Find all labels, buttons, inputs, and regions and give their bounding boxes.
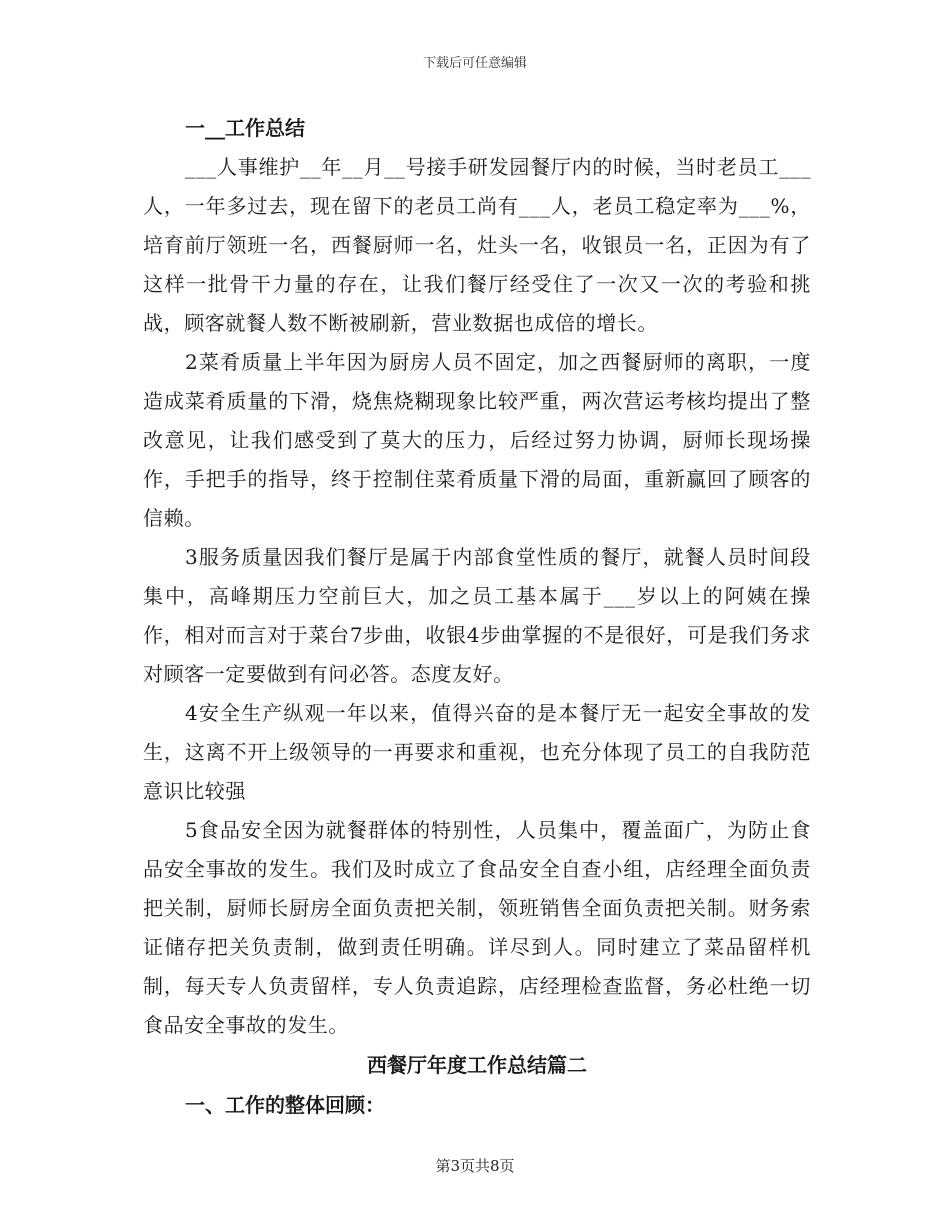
section-heading: 一__工作总结 xyxy=(185,116,305,140)
paragraph-food-safety: 5食品安全因为就餐群体的特别性，人员集中，覆盖面广，为防止食品安全事故的发生。我们及时成立了食品安全自查小组，店经理全面负责把关制，厨师长厨房全面负责把关制，领班销售全面负责把关制。财务索证储存把关负责制，做到责任明确。详尽到人。同时建立了菜品留样机制，每天专人负责留样，专人负责追踪，店经理检查监督，务必杜绝一切食品安全事故的发生。 xyxy=(143,818,811,1037)
paragraph-service-quality: 3服务质量因我们餐厅是属于内部食堂性质的餐厅，就餐人员时间段集中，高峰期压力空前巨大，加之员工基本属于___岁以上的阿姨在操作，相对而言对于菜台7步曲，收银4步曲掌握的不是很好，可是我们务求对顾客一定要做到有问必答。态度友好。 xyxy=(143,545,811,686)
paragraph-personnel: ___人事维护__年__月__号接手研发园餐厅内的时候，当时老员工___人，一年多过去，现在留下的老员工尚有___人，老员工稳定率为___%，培育前厅领班一名，西餐厨师一名，灶头一名，收银员一名，正因为有了这样一批骨干力量的存在，让我们餐厅经受住了一次又一次的考验和挑战，顾客就餐人数不断被刷新，营业数据也成倍的增长。 xyxy=(143,155,811,335)
page-header-note: 下载后可任意编辑 xyxy=(422,56,527,71)
document-body xyxy=(143,108,811,1125)
paragraph-dish-quality: 2菜肴质量上半年因为厨房人员不固定，加之西餐厨师的离职，一度造成菜肴质量的下滑，烧焦烧糊现象比较严重，两次营运考核均提出了整改意见，让我们感受到了莫大的压力，后经过努力协调，厨师长现场操作，手把手的指导，终于控制住菜肴质量下滑的局面，重新赢回了顾客的信赖。 xyxy=(143,350,811,530)
second-section-heading: 一、工作的整体回顾： xyxy=(185,1093,385,1117)
page-footer-number: 第3页共8页 xyxy=(435,1157,515,1175)
second-article-title: 西餐厅年度工作总结篇二 xyxy=(367,1053,587,1077)
paragraph-safety-production: 4安全生产纵观一年以来，值得兴奋的是本餐厅无一起安全事故的发生，这离不开上级领导的一再要求和重视，也充分体现了员工的自我防范意识比较强 xyxy=(143,701,811,803)
